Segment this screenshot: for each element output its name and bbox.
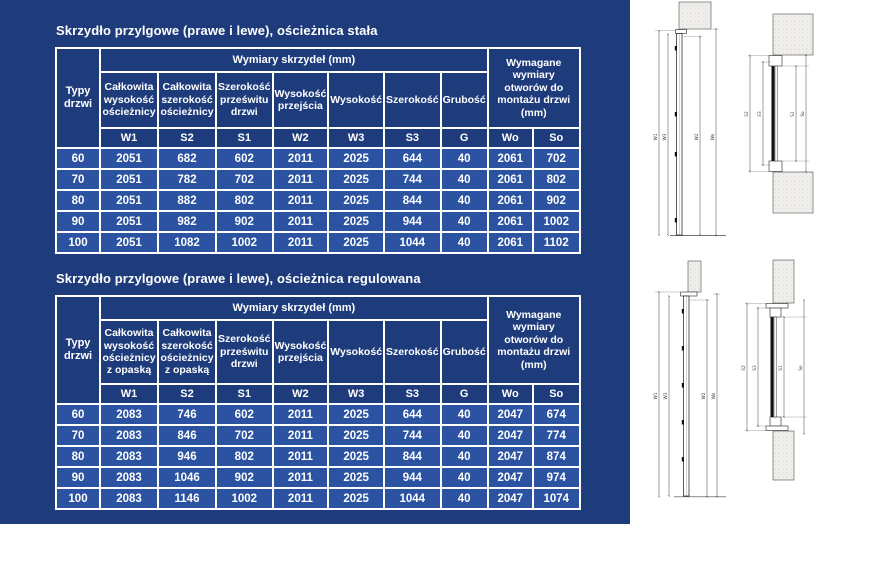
door-type-cell: 60	[56, 404, 100, 425]
code-s2: S2	[158, 384, 216, 404]
col-header-w3: Wysokość	[328, 320, 384, 384]
dimension-cell: 702	[216, 169, 273, 190]
dimension-cell: 2011	[273, 190, 329, 211]
hinge-mark	[675, 152, 677, 157]
group-header-wing-dimensions: Wymiary skrzydeł (mm)	[100, 296, 488, 320]
door-type-cell: 60	[56, 148, 100, 169]
door-type-cell: 80	[56, 190, 100, 211]
dim-label-s3: S3	[753, 365, 759, 371]
dimension-cell: 40	[441, 488, 488, 509]
dimension-cell: 2083	[100, 446, 158, 467]
group-header-required-opening: Wymagane wymiary otworów do montażu drzwi (mm)	[488, 48, 580, 128]
code-wo: Wo	[488, 384, 533, 404]
code-w3: W3	[328, 384, 384, 404]
col-header-w1: Całkowita wysokość ościeżnicy	[100, 72, 158, 128]
dimension-cell: 2025	[328, 446, 384, 467]
frame-jamb-profile	[770, 417, 781, 426]
table-row	[56, 190, 580, 211]
code-w1: W1	[100, 384, 158, 404]
dimension-cell: 40	[441, 190, 488, 211]
code-g: G	[441, 128, 488, 148]
dimension-cell: 874	[533, 446, 580, 467]
dimension-cell: 1074	[533, 488, 580, 509]
table-row	[56, 232, 580, 253]
col-header-s2: Całkowita szerokość ościeżnicy z opaską	[158, 320, 216, 384]
corner-header-door-types: Typy drzwi	[56, 296, 100, 404]
dimension-cell: 2047	[488, 488, 533, 509]
code-s2: S2	[158, 128, 216, 148]
dimension-cell: 1046	[158, 467, 216, 488]
dimension-cell: 782	[158, 169, 216, 190]
code-w3: W3	[328, 128, 384, 148]
dimension-cell: 2011	[273, 467, 329, 488]
dimension-cell: 2051	[100, 211, 158, 232]
dimension-cell: 802	[216, 446, 273, 467]
dimension-cell: 2047	[488, 446, 533, 467]
dimension-cell: 1146	[158, 488, 216, 509]
col-header-s3: Szerokość	[384, 72, 441, 128]
table-row	[56, 467, 580, 488]
door-leaf	[677, 34, 683, 236]
dimension-cell: 974	[533, 467, 580, 488]
dim-label-w1: W1	[654, 392, 660, 400]
hinge-mark	[682, 383, 684, 388]
door-type-cell: 90	[56, 467, 100, 488]
table-title-adjustable-frame: Skrzydło przylgowe (prawe i lewe), ościeżnica regulowana	[56, 271, 421, 286]
door-type-cell: 70	[56, 425, 100, 446]
dimension-cell: 846	[158, 425, 216, 446]
dimension-cell: 674	[533, 404, 580, 425]
col-header-w1: Całkowita wysokość ościeżnicy z opaską	[100, 320, 158, 384]
dimension-cell: 2011	[273, 169, 329, 190]
dimension-cell: 982	[158, 211, 216, 232]
door-leaf-edge	[775, 66, 777, 161]
frame-jamb-profile	[769, 161, 782, 172]
dimension-cell: 2061	[488, 169, 533, 190]
dimension-cell: 40	[441, 169, 488, 190]
architrave-profile	[766, 304, 788, 309]
table-row	[56, 148, 580, 169]
dimension-cell: 844	[384, 190, 441, 211]
dimension-cell: 2047	[488, 425, 533, 446]
dimension-cell: 2025	[328, 148, 384, 169]
dimension-cell: 2011	[273, 211, 329, 232]
table-row	[56, 488, 580, 509]
dimension-cell: 40	[441, 148, 488, 169]
dimension-cell: 2061	[488, 190, 533, 211]
dimension-cell: 40	[441, 425, 488, 446]
dimension-cell: 702	[216, 425, 273, 446]
dimension-cell: 1002	[216, 232, 273, 253]
dimension-cell: 2051	[100, 190, 158, 211]
hinge-mark	[675, 218, 677, 223]
code-so: So	[533, 128, 580, 148]
code-s1: S1	[216, 128, 273, 148]
dimension-cell: 744	[384, 169, 441, 190]
dim-label-wo: Wo	[712, 392, 718, 400]
dimension-cell: 644	[384, 404, 441, 425]
dim-label-w2: W2	[695, 133, 701, 141]
col-header-g: Grubość	[441, 320, 488, 384]
dimension-cell: 2083	[100, 488, 158, 509]
col-header-s1: Szerokość prześwitu drzwi	[216, 72, 273, 128]
dimension-cell: 902	[216, 211, 273, 232]
dim-label-w3: W3	[664, 392, 670, 400]
dimension-cell: 844	[384, 446, 441, 467]
dimension-cell: 682	[158, 148, 216, 169]
dim-label-s2: S2	[742, 365, 748, 371]
col-header-s2: Całkowita szerokość ościeżnicy	[158, 72, 216, 128]
code-w2: W2	[273, 384, 329, 404]
table-row	[56, 404, 580, 425]
dimension-cell: 1044	[384, 488, 441, 509]
door-type-cell: 90	[56, 211, 100, 232]
dimension-cell: 802	[533, 169, 580, 190]
dimension-cell: 2025	[328, 488, 384, 509]
col-header-s3: Szerokość	[384, 320, 441, 384]
drawing-vertical-section-fixed-frame	[653, 2, 726, 236]
dimension-cell: 774	[533, 425, 580, 446]
table-row	[56, 425, 580, 446]
dimension-cell: 2011	[273, 148, 329, 169]
wall-hatch	[688, 261, 701, 292]
dimension-cell: 2011	[273, 232, 329, 253]
hinge-mark	[682, 420, 684, 425]
dimension-cell: 40	[441, 467, 488, 488]
dimension-cell: 2011	[273, 488, 329, 509]
drawing-horizontal-section-fixed-frame	[744, 14, 813, 213]
dim-label-w3: W3	[663, 133, 669, 141]
dimension-cell: 40	[441, 232, 488, 253]
dimension-cell: 2083	[100, 404, 158, 425]
dimension-cell: 944	[384, 467, 441, 488]
dimension-cell: 2047	[488, 467, 533, 488]
corner-header-door-types: Typy drzwi	[56, 48, 100, 148]
dimension-cell: 2011	[273, 404, 329, 425]
dimension-cell: 40	[441, 446, 488, 467]
dimension-cell: 702	[533, 148, 580, 169]
dimension-cell: 2025	[328, 425, 384, 446]
wall-hatch	[773, 431, 794, 480]
hinge-mark	[682, 346, 684, 351]
dim-label-s1: S1	[779, 365, 785, 371]
dim-label-so: So	[801, 111, 807, 117]
dimension-cell: 2011	[273, 425, 329, 446]
table-row	[56, 169, 580, 190]
wall-hatch	[773, 172, 813, 213]
dimension-cell: 2051	[100, 169, 158, 190]
dimension-cell: 40	[441, 211, 488, 232]
dimension-cell: 1102	[533, 232, 580, 253]
dimension-cell: 946	[158, 446, 216, 467]
dimension-cell: 2051	[100, 232, 158, 253]
dimension-cell: 602	[216, 148, 273, 169]
technical-drawings	[630, 0, 872, 563]
code-so: So	[533, 384, 580, 404]
dimension-cell: 2047	[488, 404, 533, 425]
door-type-cell: 80	[56, 446, 100, 467]
frame-head-profile	[676, 30, 687, 34]
col-header-w2: Wysokość przejścia	[273, 72, 329, 128]
frame-head-architrave	[681, 292, 698, 296]
dimension-cell: 882	[158, 190, 216, 211]
dimension-cell: 2083	[100, 467, 158, 488]
dim-label-s1: S1	[791, 111, 797, 117]
door-leaf	[684, 296, 690, 496]
dimension-cell: 744	[384, 425, 441, 446]
wall-hatch	[773, 260, 794, 303]
dimension-cell: 1082	[158, 232, 216, 253]
code-wo: Wo	[488, 128, 533, 148]
door-leaf-edge	[774, 317, 776, 417]
code-w2: W2	[273, 128, 329, 148]
dimension-cell: 1002	[533, 211, 580, 232]
code-s3: S3	[384, 384, 441, 404]
table-title-fixed-frame: Skrzydło przylgowe (prawe i lewe), ościeżnica stała	[56, 23, 378, 38]
drawing-vertical-section-adjustable-frame	[653, 261, 726, 497]
dim-label-so: So	[799, 365, 805, 371]
dimension-cell: 2025	[328, 232, 384, 253]
dimension-cell: 2025	[328, 467, 384, 488]
door-type-cell: 100	[56, 232, 100, 253]
table-body-fixed-frame	[56, 148, 580, 253]
dimension-cell: 2025	[328, 190, 384, 211]
dim-label-wo: Wo	[711, 133, 717, 141]
door-type-cell: 70	[56, 169, 100, 190]
frame-jamb-profile	[770, 308, 781, 317]
dimension-cell: 40	[441, 404, 488, 425]
door-type-cell: 100	[56, 488, 100, 509]
dimension-cell: 902	[216, 467, 273, 488]
dim-label-w2: W2	[702, 392, 708, 400]
dimension-cell: 1044	[384, 232, 441, 253]
dimension-cell: 1002	[216, 488, 273, 509]
col-header-g: Grubość	[441, 72, 488, 128]
dimension-cell: 2025	[328, 169, 384, 190]
dimension-cell: 802	[216, 190, 273, 211]
hinge-mark	[682, 309, 684, 314]
dimension-cell: 602	[216, 404, 273, 425]
table-row	[56, 211, 580, 232]
code-w1: W1	[100, 128, 158, 148]
table-adjustable-frame	[55, 295, 581, 510]
code-s3: S3	[384, 128, 441, 148]
dimension-cell: 2051	[100, 148, 158, 169]
dim-label-s2: S2	[745, 111, 751, 117]
dimension-cell: 2061	[488, 232, 533, 253]
dimension-cell: 2061	[488, 211, 533, 232]
table-body-adjustable-frame	[56, 404, 580, 509]
dimension-cell: 902	[533, 190, 580, 211]
wall-hatch	[773, 14, 813, 55]
table-row	[56, 446, 580, 467]
group-header-required-opening: Wymagane wymiary otworów do montażu drzwi (mm)	[488, 296, 580, 384]
dim-label-w1: W1	[654, 133, 660, 141]
door-leaf-section	[771, 317, 774, 417]
dimension-cell: 2011	[273, 446, 329, 467]
col-header-w3: Wysokość	[328, 72, 384, 128]
dimension-cell: 944	[384, 211, 441, 232]
hinge-mark	[675, 46, 677, 51]
dimension-cell: 2061	[488, 148, 533, 169]
code-s1: S1	[216, 384, 273, 404]
hinge-mark	[682, 457, 684, 462]
dimension-cell: 2083	[100, 425, 158, 446]
drawing-horizontal-section-adjustable-frame	[741, 260, 807, 480]
hinge-mark	[675, 112, 677, 117]
table-fixed-frame	[55, 47, 581, 254]
door-leaf-section	[772, 66, 775, 161]
col-header-w2: Wysokość przejścia	[273, 320, 329, 384]
code-g: G	[441, 384, 488, 404]
dimension-cell: 746	[158, 404, 216, 425]
dimension-cell: 2025	[328, 404, 384, 425]
dim-label-s3: S3	[758, 111, 764, 117]
dimension-cell: 2025	[328, 211, 384, 232]
dimension-cell: 644	[384, 148, 441, 169]
group-header-wing-dimensions: Wymiary skrzydeł (mm)	[100, 48, 488, 72]
frame-jamb-profile	[769, 56, 782, 67]
architrave-profile	[766, 426, 788, 431]
col-header-s1: Szerokość prześwitu drzwi	[216, 320, 273, 384]
wall-hatch	[679, 2, 711, 29]
